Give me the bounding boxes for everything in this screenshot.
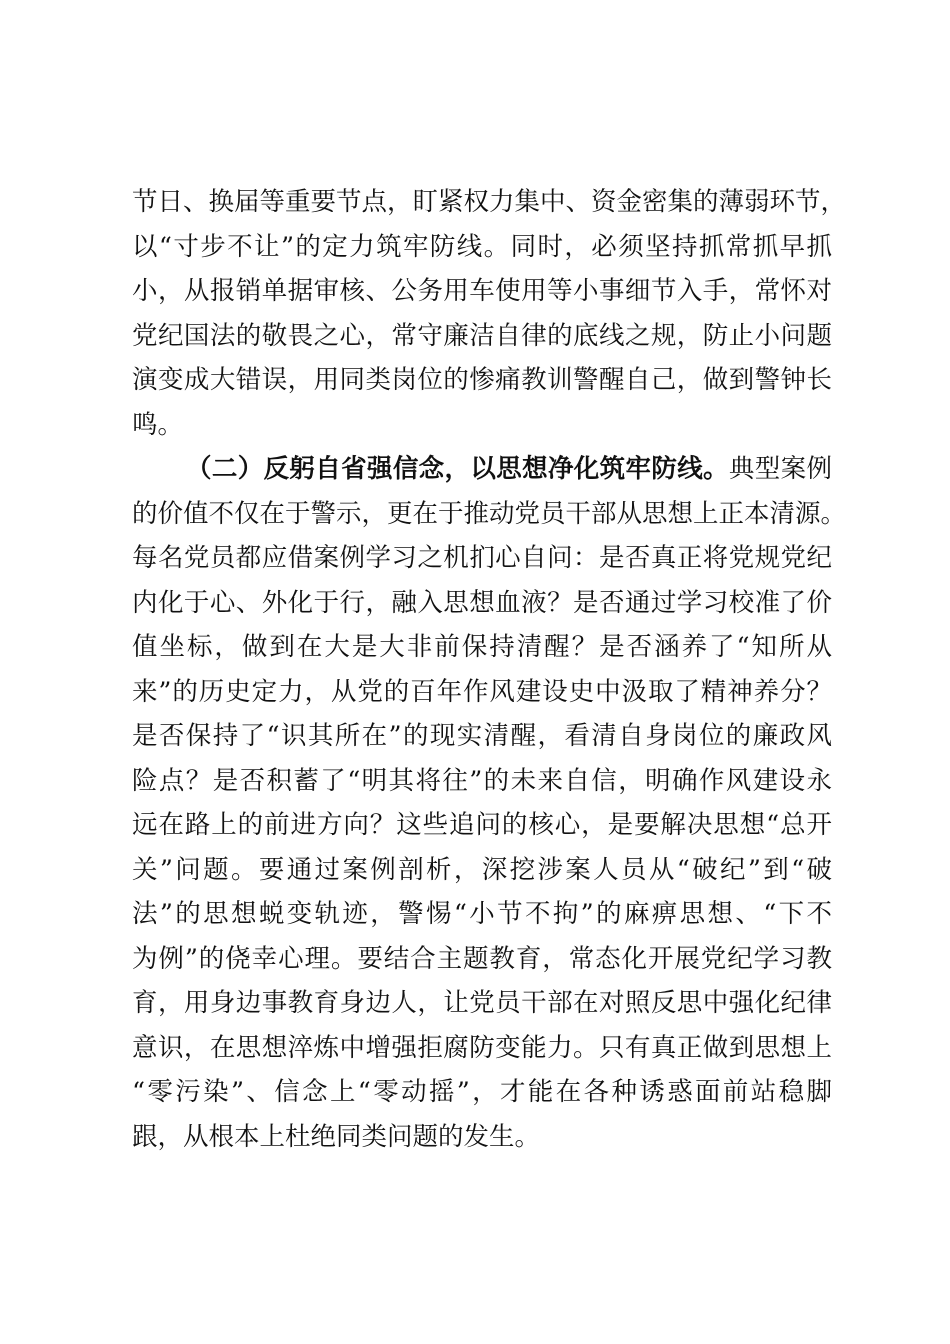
section-first-line xyxy=(132,447,832,492)
text-line: 节日、换届等重要节点，盯紧权力集中、资金密集的薄弱环节， xyxy=(132,187,847,217)
text-line: 育，用身边事教育身边人，让党员干部在对照反思中强化纪律 xyxy=(132,988,832,1018)
text-line: 小，从报销单据审核、公务用车使用等小事细节入手，常怀对 xyxy=(132,276,832,306)
text-line: 为例”的侥幸心理。要结合主题教育，常态化开展党纪学习教 xyxy=(132,943,832,974)
text-line: 的价值不仅在于警示，更在于推动党员干部从思想上正本清源。 xyxy=(132,498,847,529)
text-line: 值坐标，做到在大是大非前保持清醒？是否涵养了“知所从 xyxy=(132,632,832,662)
text-line: 鸣。 xyxy=(132,409,184,440)
text-line: 演变成大错误，用同类岗位的惨痛教训警醒自己，做到警钟长 xyxy=(132,365,832,395)
text-line: 关”问题。要通过案例剖析，深挖涉案人员从“破纪”到“破 xyxy=(132,854,832,885)
section-heading: （二）反躬自省强信念，以思想净化筑牢防线。 xyxy=(186,454,729,484)
paragraph-continuation xyxy=(132,180,847,447)
section-first-line-text: 典型案例 xyxy=(728,454,832,484)
text-line: 以“寸步不让”的定力筑牢防线。同时，必须坚持抓常抓早抓 xyxy=(132,231,832,262)
paragraph-section-two xyxy=(132,447,847,1159)
text-line: 是否保持了“识其所在”的现实清醒，看清自身岗位的廉政风 xyxy=(132,721,832,751)
document-body xyxy=(132,180,847,1159)
text-line: 每名党员都应借案例学习之机扪心自问：是否真正将党规党纪 xyxy=(132,543,832,573)
text-line: 党纪国法的敬畏之心，常守廉洁自律的底线之规，防止小问题 xyxy=(132,320,832,351)
text-line: “零污染”、信念上“零动摇”，才能在各种诱惑面前站稳脚 xyxy=(132,1077,832,1107)
text-line: 跟，从根本上杜绝同类问题的发生。 xyxy=(132,1121,541,1152)
text-line: 法”的思想蜕变轨迹，警惕“小节不拘”的麻痹思想、“下不 xyxy=(132,899,832,929)
text-line: 远在路上的前进方向？这些追问的核心，是要解决思想“总开 xyxy=(132,810,832,840)
text-line: 意识，在思想淬炼中增强拒腐防变能力。只有真正做到思想上 xyxy=(132,1032,832,1063)
text-line: 内化于心、外化于行，融入思想血液？是否通过学习校准了价 xyxy=(132,587,832,618)
text-line: 来”的历史定力，从党的百年作风建设史中汲取了精神养分？ xyxy=(132,676,832,707)
text-line: 险点？是否积蓄了“明其将往”的未来自信，明确作风建设永 xyxy=(132,765,832,796)
